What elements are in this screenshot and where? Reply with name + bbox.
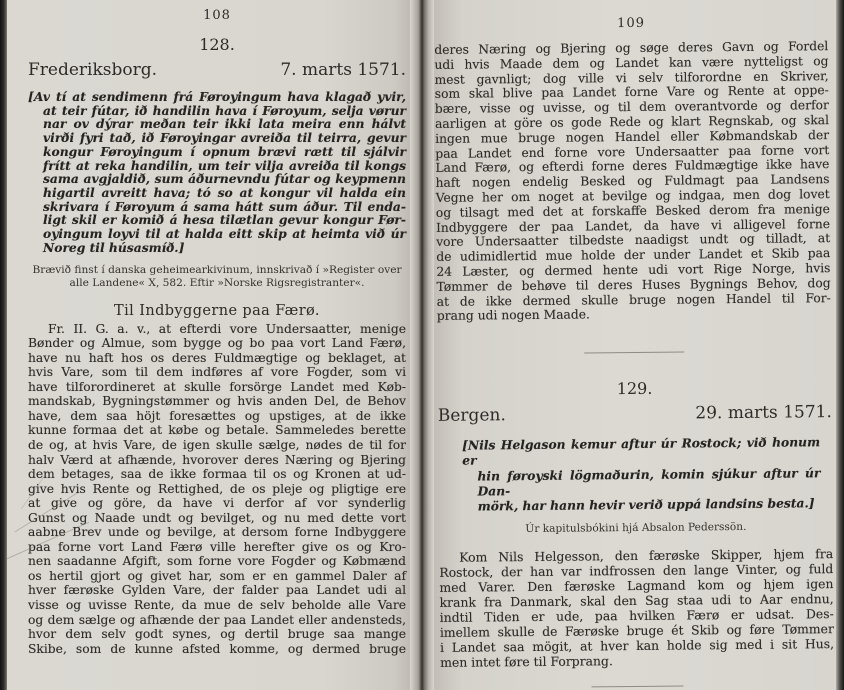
entry-date: 29. marts 1571. (695, 402, 832, 424)
text-line: [Av tí at sendimenn frá Føroyingum hava klagað yvir, (28, 89, 406, 104)
text-line: og dem sælge og afhænde der paa Landet eller andensteds, (28, 612, 406, 627)
page-109 (434, 0, 836, 690)
source-note-line: alle Landene« X, 582. Eftir »Norske Rigsregistranter«. (69, 277, 365, 290)
text-line: ligt skil er komið á hesa tilætlan gevur kongur Før- (43, 212, 406, 228)
text-line: prang udi nogen Maade. (436, 307, 590, 324)
letter-body (28, 322, 406, 657)
text-line: kunne formaa det at købe og betale. Sammeledes berette (28, 423, 406, 438)
text-line: dem betages, saa de ikke formaa til os og Kronen at ud- (28, 467, 406, 482)
continuation-lines (434, 39, 831, 309)
text-line: paa forne vort Land Færø ville herefter give os og Kro- (28, 539, 406, 554)
body-lines (439, 546, 834, 655)
page-number: 109 (617, 15, 646, 32)
text-line: have nu haft hos os deres Fuldmægtige og beklaget, at (28, 350, 406, 365)
text-line: krank fra Danmark, skal den Sag staa udi to Aar endnu, (439, 591, 834, 610)
source-note-line: Brævið finst í danska geheimearkivinum, innskrivað í »Register over (32, 264, 402, 277)
text-line: Indbyggere der paa Landet, da have vi alligevel forne (435, 216, 831, 235)
text-line: og tilsagt med det at forskaffe Besked derom fra menige (435, 201, 830, 220)
text-line: at teir fútar, ið handilin hava í Føroyum, selja vørur (43, 102, 406, 118)
entry-date: 7. marts 1571. (280, 60, 406, 80)
letter-heading: Til Indbyggerne paa Færø. (114, 302, 320, 319)
text-line: nar ov dýrar meðan teir ikki lata meira enn hálvt (43, 116, 406, 132)
text-line: Kom Nils Helgesson, den færøske Skipper, hjem fra (459, 545, 834, 565)
text-line: i Landet saa mögit, at hver kan holde sig med i sit Hus, (439, 636, 835, 656)
text-line: med Varer. Den færøske Lagmand kom og hjem igen (439, 576, 834, 595)
text-line: Land Færø, og efterdi forne deres Fuldmægtige ikke have (435, 157, 830, 176)
text-line: visse og uvisse Rente, da mue de selv beholde alle Vare (28, 598, 406, 613)
text-line: som skal blive paa Landet forne Vare og Rente at oppe- (434, 83, 829, 102)
letter-body-continuation (434, 39, 831, 324)
text-line: bære, visse og uvisse, og til dem overantvorde og derfor (434, 98, 829, 117)
text-line: higartil avreitt hava; tó so at kongur vil halda ein (43, 184, 406, 200)
text-line: hvis Vare, som til dem indføres af vore Fogder, som vi (28, 365, 406, 380)
text-line: imellem skulle de Færøske bruge ét Skib og føre Tømmer (439, 621, 834, 641)
archival-source-note (28, 264, 406, 289)
entry-number-129: 129. (616, 378, 653, 399)
book-right-edge (836, 0, 844, 690)
text-line: kongur Føroyingum í opnum brævi rætt til sjálvir (43, 143, 406, 159)
text-line: Rostock, der han var indfrossen den lange Vinter, og fuld (439, 560, 834, 580)
text-line: Skibe, som de kunne afsted komme, og dermed bruge (28, 641, 406, 656)
page-number: 108 (203, 8, 231, 23)
entry-summary-faroese (28, 90, 406, 254)
text-line: have, dem saa höjt foresættes og upstiges, at de ikke (28, 408, 406, 423)
text-line: ingen mue bruge nogen Handel eller Købmandskab der (435, 127, 830, 146)
text-line: halv Værd at afhænde, hvorover deres Næring og Bjering (28, 452, 406, 467)
text-line: vore Undersaatter tilbedste naadigst undt og tilladt, at (436, 231, 831, 250)
text-line: oyingum loyvi til at halda eitt skip at heimta við úr (43, 226, 406, 242)
entry-place: Bergen. (437, 405, 506, 427)
page-108 (7, 0, 410, 690)
text-line: nen saadanne Afgift, som forne vore Fogder og Købmænd (28, 554, 406, 569)
book-gutter (410, 0, 434, 690)
text-line: at give og göre, da have vi derfor af vor synderlig (28, 496, 406, 511)
text-line: Gunst og Naade undt og bevilget, og nu med dette vort (28, 510, 406, 525)
text-line: hver færøske Gylden Vare, der falder paa Landet udi al (28, 583, 406, 598)
entry-summary-faroese (462, 434, 821, 513)
text-line: udi hvis Maade dem og Landet kan være nytteligst og (434, 53, 829, 72)
text-line: Noreg til húsasmíð.] (43, 239, 185, 255)
book-left-edge (0, 0, 7, 690)
summary-lines (462, 434, 821, 499)
page-108-content (28, 8, 406, 656)
text-line: give hvis Rente og Rettighed, de os pleje og pligtige ere (28, 481, 406, 496)
page-109-content (434, 14, 834, 688)
text-line: de udimidlertid mue holde der under Landet et Skib paa (436, 246, 831, 265)
text-line: mest gavnligt; dog ville vi selv tilforordne en Skriver, (434, 68, 829, 87)
section-divider (584, 352, 684, 354)
entry-number-128: 128. (199, 35, 235, 54)
text-line: Vegne her om noget at bevilge og indgaa, men dog lovet (435, 187, 830, 205)
body-lines (28, 322, 406, 657)
text-line: Tømmer de behøve til deres Huses Bygnings Behov, dog (436, 275, 831, 294)
text-line: mörk, har hann hevir verið uppá landsins besta.] (477, 495, 815, 514)
text-line: os hertil gjort og givet har, som er en gammel Daler af (28, 568, 406, 583)
text-line: Fr. II. G. a. v., at efterdi vore Undersaatter, menige (48, 321, 406, 336)
text-line: 24 Læster, og dermed hente udi vort Rige Norge, hvis (436, 261, 831, 279)
text-line: indtil Tiden er ude, paa hvilken Færø er udsat. Des- (439, 606, 834, 625)
entry-heading-row (28, 60, 406, 80)
summary-lines (28, 89, 406, 242)
text-line: sama avgjaldið, sum áðurnevndu fútar og keypmenn (43, 171, 406, 187)
entry-body (439, 546, 834, 671)
text-line: paa Landet end forne vore Undersaatter paa forne vort (435, 142, 830, 161)
archival-source-note: Úr kapitulsbókini hjá Absalon Pederssön. (525, 521, 747, 536)
text-line: hin føroyski lögmaðurin, komin sjúkur aftur úr Dan- (477, 464, 821, 499)
text-line: haft nogen endelig Besked og Fuldmagt paa Landsens (435, 172, 830, 191)
text-line: have tilforordineret at skulle forsörge Landet med Køb- (28, 379, 406, 394)
text-line: at de ikke dermed skulle bruge nogen Handel til For- (436, 290, 831, 309)
text-line: aarligen at göre os gode Rede og klart Regnskab, og skal (434, 113, 830, 131)
text-line: men intet føre til Forprang. (440, 653, 613, 671)
text-line: deres Næring og Bjering og søge deres Gavn og Fordel (434, 39, 829, 57)
text-line: aabne Brev unde og bevilge, at dersom forne Indbyggere (28, 525, 406, 540)
text-line: Bønder og Almue, som bygge og bo paa vort Land Færø, (28, 336, 406, 351)
text-line: virði fyri tað, ið Føroyingar avreiða til teirra, gevur (43, 130, 406, 146)
text-line: frítt at reka handilin, um teir vilja avreiða til kongs (43, 157, 406, 173)
entry-place: Frederiksborg. (28, 60, 158, 80)
text-line: mandskab, Bygningstømmer og hvis anden Del, de Behov (28, 394, 406, 409)
text-line: de og, at hvis Vare, de igen skulle sælge, nødes de til for (28, 438, 406, 452)
text-line: [Nils Helgason kemur aftur úr Rostock; við honum er (462, 434, 821, 468)
text-line: hvor dem selv godt synes, og dertil bruge saa mange (28, 627, 406, 642)
text-line: skrivara í Føroyum á sama hátt sum áður. Til enda- (43, 198, 406, 214)
entry-heading-row (438, 402, 832, 426)
section-divider (591, 685, 683, 687)
